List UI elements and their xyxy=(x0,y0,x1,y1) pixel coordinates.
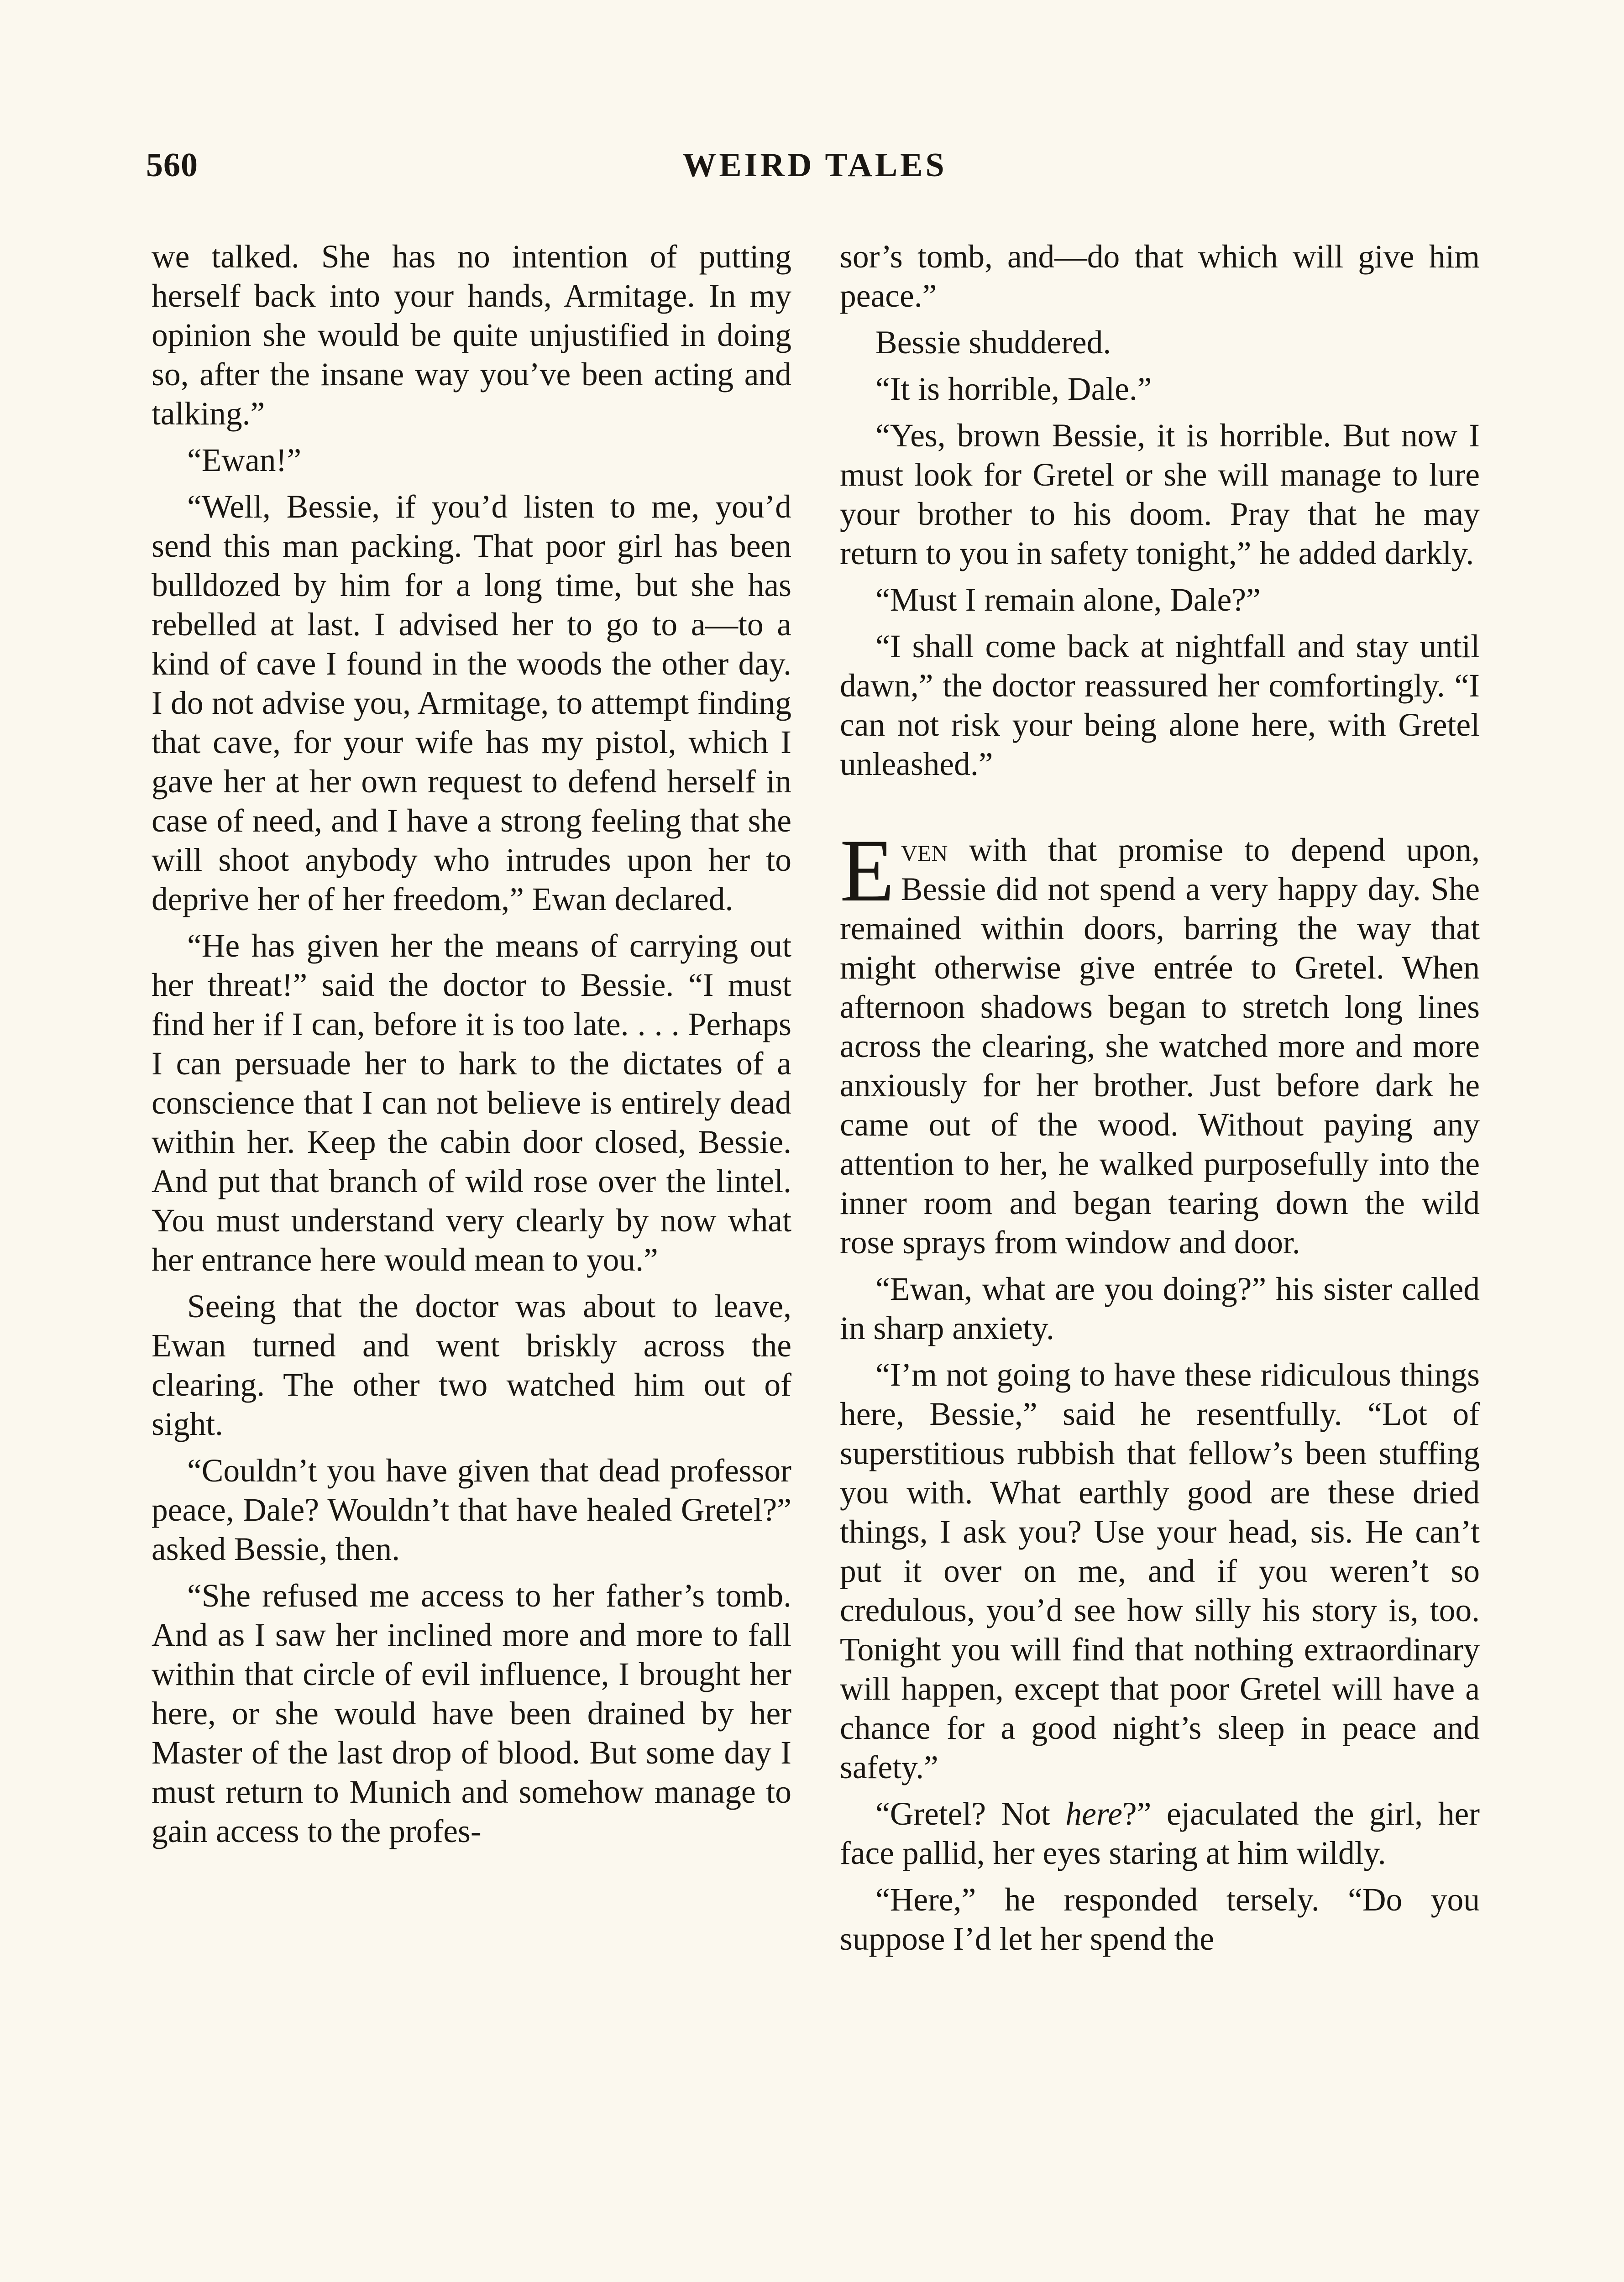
exclaim-italic: here xyxy=(1065,1796,1122,1832)
paragraph xyxy=(840,1795,1480,1873)
paragraph: we talked. She has no intention of putting herself back into your hands, Armitage. In my opinion she would be quite unjustified in doing so, after the insane way you’ve been acting and talking.” xyxy=(152,239,791,432)
paragraph: “Well, Bessie, if you’d listen to me, you’d send this man packing. That poor girl has been bulldozed by him for a long time, but she has rebelled at last. I advised her to go to a—to a kind of cave I found in the woods the other day. I do not advise you, Armitage, to attempt finding that cave, for your wife has my pistol, which I gave her at her own request to defend herself in case of need, and I have a strong feeling that she will shoot anybody who intrudes upon her to deprive her of her freedom,” Ewan declared. xyxy=(152,489,791,917)
running-head: WEIRD TALES xyxy=(682,147,947,184)
paragraph: “Must I remain alone, Dale?” xyxy=(875,582,1261,618)
paragraph: “Yes, brown Bessie, it is horrible. But now I must look for Gretel or she will manage to lure your brother to his doom. Pray that he may return to you in safety tonight,” he added darkly. xyxy=(840,418,1480,571)
paragraph: “He has given her the means of carrying out her threat!” said the doctor to Bessie. “I must find her if I can, before it is too late. . . . Perhaps I can persuade her to hark to the dictates of a conscience that I can not believe is entirely dead within her. Keep the cabin door closed, Bessie. And put that branch of wild rose over the lintel. You must understand very clearly by now what her entrance here would mean to you.” xyxy=(152,928,791,1278)
paragraph: “Couldn’t you have given that dead professor peace, Dale? Wouldn’t that have healed Gretel?” asked Bessie, then. xyxy=(152,1453,791,1567)
dropcap-paragraph xyxy=(840,821,1480,1262)
page-number: 560 xyxy=(146,147,198,184)
paragraph: sor’s tomb, and—do that which will give him peace.” xyxy=(840,239,1480,314)
paragraph: Bessie shuddered. xyxy=(875,325,1111,361)
drop-cap-letter: E xyxy=(840,821,895,920)
paragraph: “Ewan, what are you doing?” his sister called in sharp anxiety. xyxy=(840,1271,1480,1346)
paragraph: “Here,” he responded tersely. “Do you suppose I’d let her spend the xyxy=(840,1882,1480,1957)
section-break xyxy=(840,791,1480,831)
exclaim-before: “Gretel? Not xyxy=(875,1796,1066,1832)
dropcap-smallcaps: ven xyxy=(901,832,948,868)
page-header xyxy=(146,146,1483,196)
right-column xyxy=(840,237,1480,1966)
paragraph: “I’m not going to have these ridiculous things here, Bessie,” said he resentfully. “Lot of superstitious rubbish that fellow’s been stuffing you with. What earthly good are these dried things, I ask you? Use your head, sis. He can’t put it over on me, and if you weren’t so credulous, you’d see how silly his story is, too. Tonight you will find that nothing extraordinary will happen, except that poor Gretel will have a chance for a good night’s sleep in peace and safety.” xyxy=(840,1357,1480,1785)
left-column xyxy=(152,237,791,1858)
dropcap-paragraph-text: with that promise to depend upon, Bessie did not spend a very happy day. She remained within doors, barring the way that might otherwise give entrée to Gretel. When afternoon shadows began to stretch long lines across the clearing, she watched more and more anxiously for her brother. Just before dark he came out of the wood. Without paying any attention to her, he walked purposefully into the inner room and began tearing down the wild rose sprays from window and door. xyxy=(840,832,1480,1261)
paragraph: “She refused me access to her father’s tomb. And as I saw her inclined more and more to fall within that circle of evil influence, I brought her here, or she would have been drained by her Master of the last drop of blood. But some day I must return to Munich and somehow manage to gain access to the profes- xyxy=(152,1578,791,1849)
paragraph: “Ewan!” xyxy=(187,442,302,478)
paragraph: “It is horrible, Dale.” xyxy=(875,371,1152,407)
paragraph: “I shall come back at nightfall and stay until dawn,” the doctor reassured her comfortingly. “I can not risk your being alone here, with Gretel unleashed.” xyxy=(840,628,1480,782)
exclaim-after: ?” ejaculated the girl, her face pallid, her eyes staring at him wildly. xyxy=(840,1796,1480,1871)
paragraph: Seeing that the doctor was about to leave, Ewan turned and went briskly across the clearing. The other two watched him out of sight. xyxy=(152,1288,791,1442)
